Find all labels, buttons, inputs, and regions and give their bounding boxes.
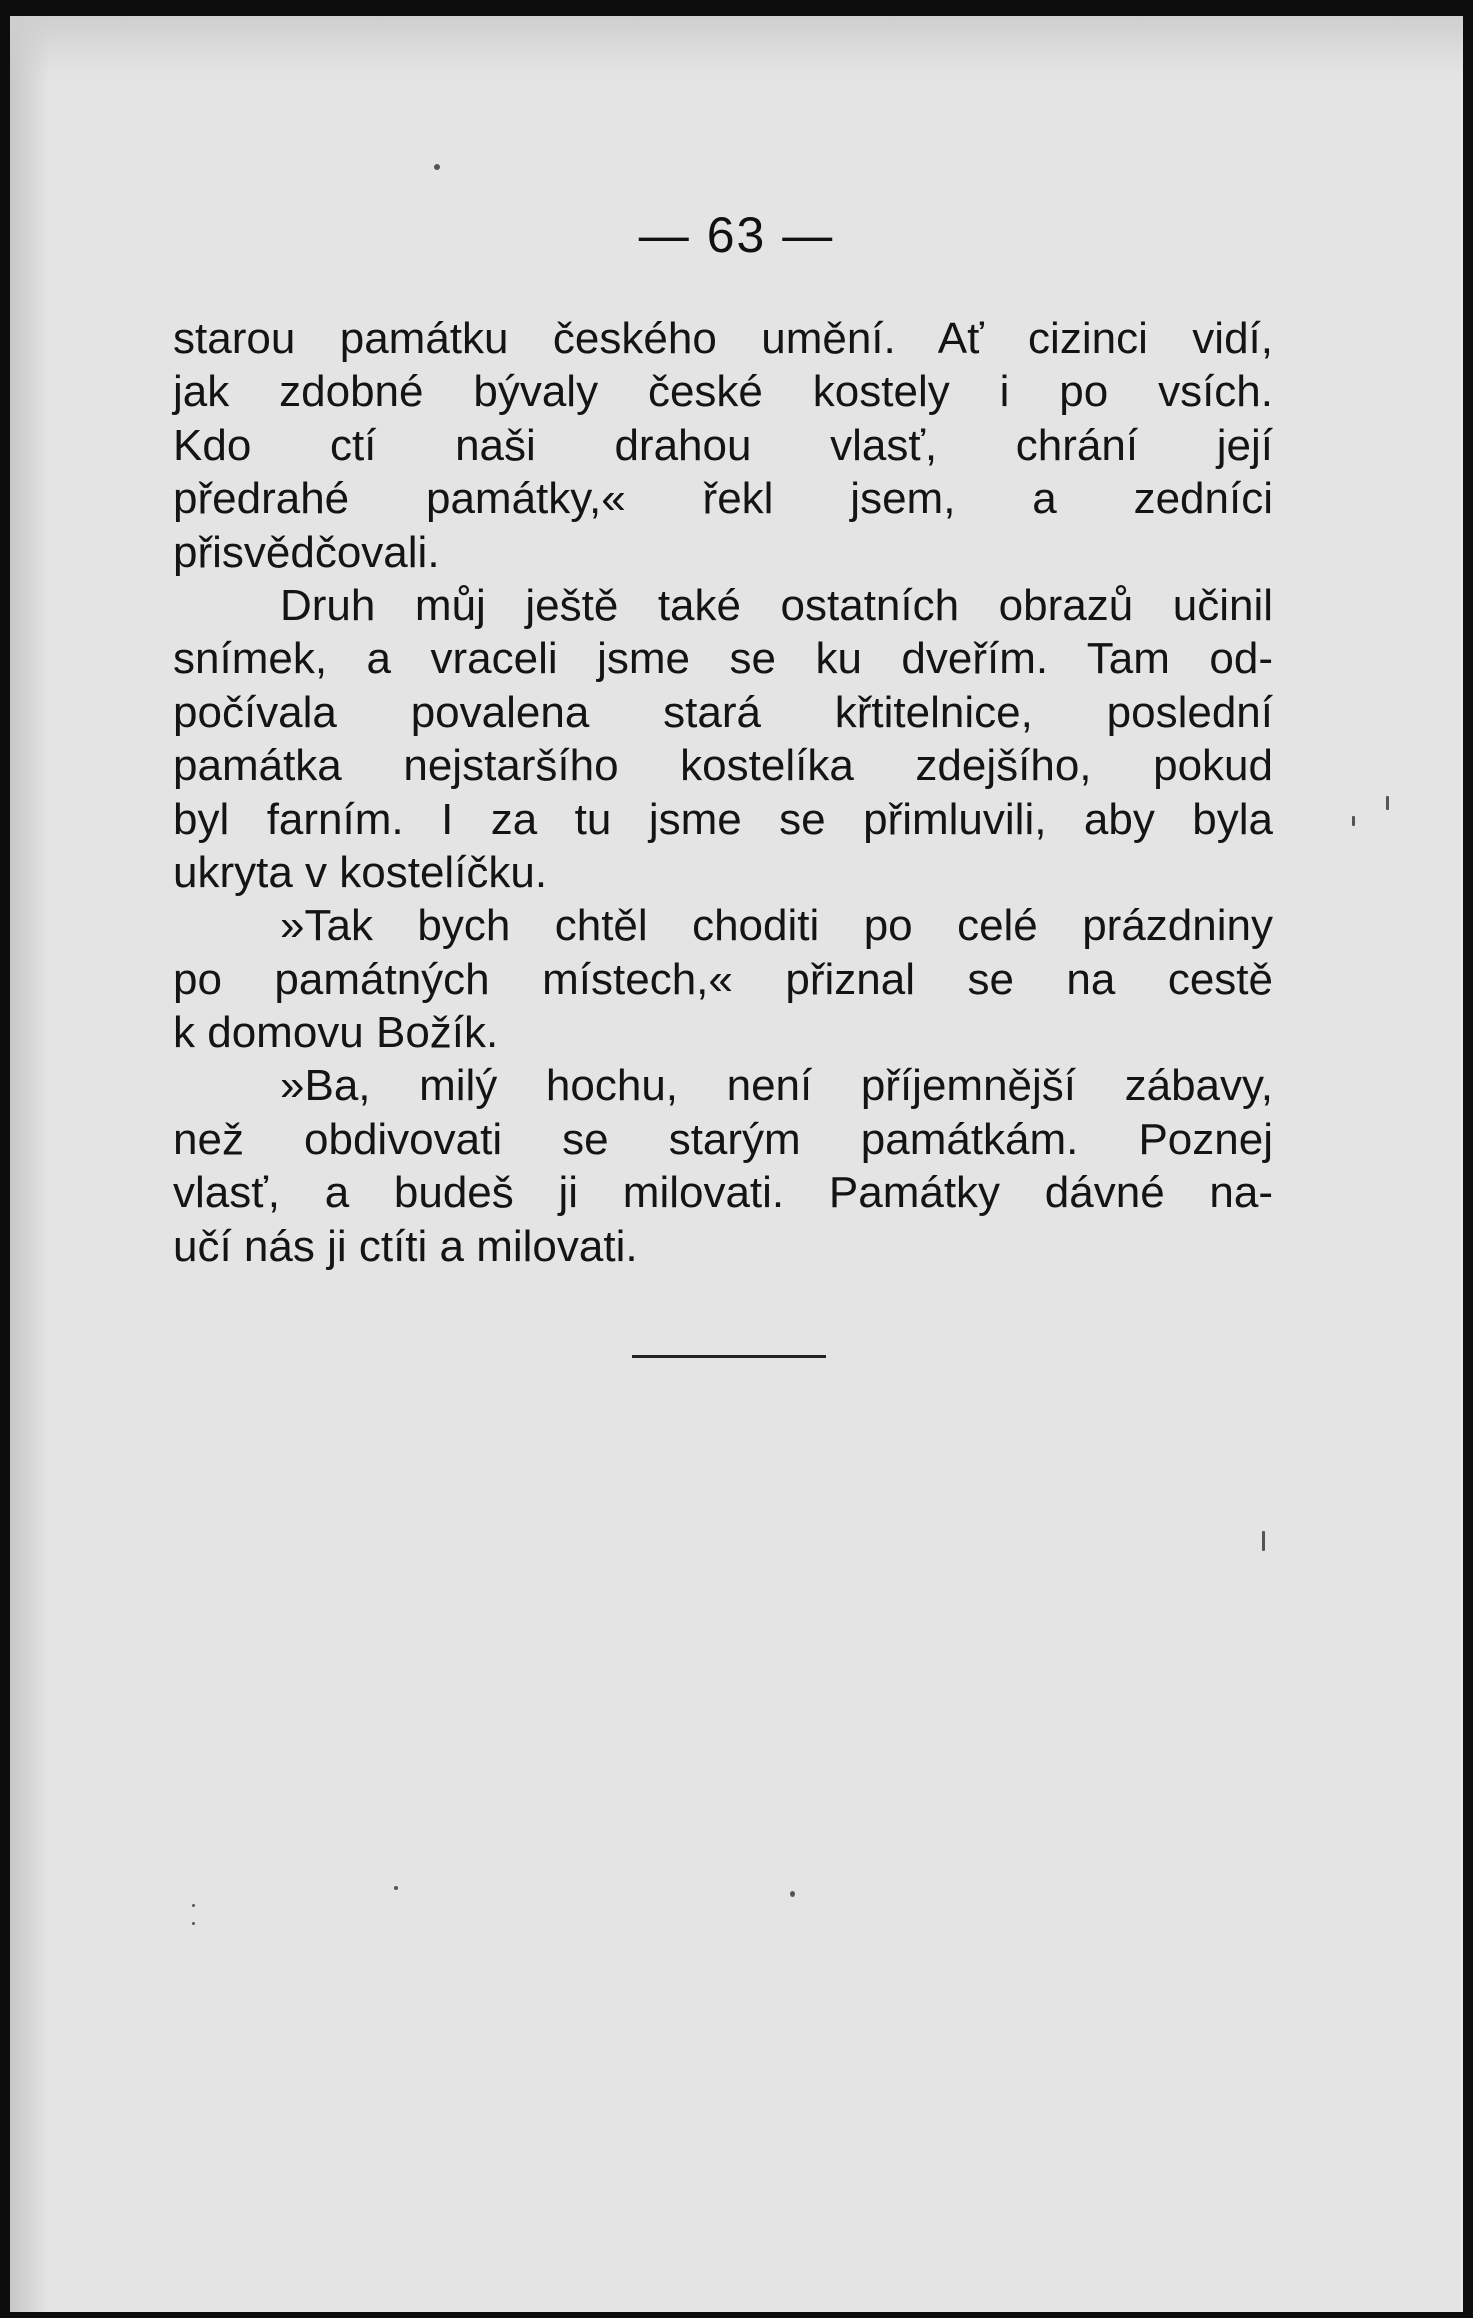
text-line: »Ba, milý hochu, není příjemnější zábavy, xyxy=(280,1061,1273,1111)
text-line: počívala povalena stará křtitelnice, poslední xyxy=(173,687,1273,737)
scan-speck xyxy=(192,1922,195,1925)
scan-speck xyxy=(434,164,440,170)
text-line: jak zdobné bývaly české kostely i po vsích. xyxy=(173,367,1273,417)
text-line: Kdo ctí naši drahou vlasť, chrání její xyxy=(173,420,1273,470)
text-line: po památných místech,« přiznal se na cestě xyxy=(173,954,1273,1004)
page-number: — 63 — xyxy=(638,207,835,263)
page-edge-shadow-top xyxy=(10,16,1463,76)
scan-speck xyxy=(192,1904,195,1907)
text-line: Druh můj ještě také ostatních obrazů učinil xyxy=(280,580,1273,630)
end-rule xyxy=(632,1355,826,1358)
text-line: starou památku českého umění. Ať cizinci vidí, xyxy=(173,314,1273,363)
text-line: ukryta v kostelíčku. xyxy=(173,847,548,897)
text-line: byl farním. I za tu jsme se přimluvili, aby byla xyxy=(173,794,1273,844)
text-line: než obdivovati se starým památkám. Poznej xyxy=(173,1114,1273,1164)
scan-speck xyxy=(1386,796,1389,810)
body-text xyxy=(173,312,1273,1273)
scanned-page xyxy=(10,16,1463,2312)
text-line: přisvědčovali. xyxy=(173,527,440,577)
scan-speck xyxy=(1262,1531,1265,1551)
text-line: »Tak bych chtěl choditi po celé prázdniny xyxy=(280,901,1273,951)
scan-speck xyxy=(1352,816,1355,826)
text-line: snímek, a vraceli jsme se ku dveřím. Tam od- xyxy=(173,634,1273,684)
text-line: k domovu Božík. xyxy=(173,1008,499,1058)
page-edge-shadow-left xyxy=(10,16,50,2312)
text-line: památka nejstaršího kostelíka zdejšího, pokud xyxy=(173,741,1273,791)
scan-speck xyxy=(394,1886,398,1890)
scan-speck xyxy=(790,1891,795,1897)
text-line: učí nás ji ctíti a milovati. xyxy=(173,1221,638,1271)
text-line: vlasť, a budeš ji milovati. Památky dávné na- xyxy=(173,1168,1273,1218)
text-line: předrahé památky,« řekl jsem, a zedníci xyxy=(173,474,1273,524)
